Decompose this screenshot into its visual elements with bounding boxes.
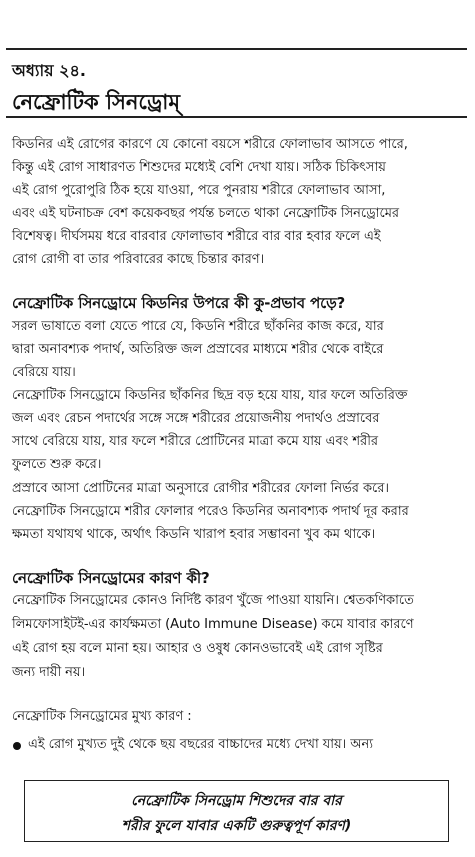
top-rule <box>6 48 467 50</box>
body-line: ক্ষমতা যথাযথ থাকে, অর্থাৎ কিডনি খারাপ হবার সম্ভাবনা খুব কম থাকে। <box>12 527 376 542</box>
body-line: জন্য দায়ী নয়। <box>12 665 86 680</box>
body-line: প্রস্রাবে আসা প্রোটিনের মাত্রা অনুসারে রোগীর শরীরের ফোলা নির্ভর করে। <box>12 481 389 496</box>
body-line: নেফ্রোটিক সিনড্রোমে শরীর ফোলার পরেও কিডনির অনাবশ্যক পদার্থ দূর করার <box>12 504 409 519</box>
intro-line: রোগ রোগী বা তার পরিবারের কাছে চিন্তার কারণ। <box>12 252 265 267</box>
body-line: জল এবং রেচন পদার্থের সঙ্গে সঙ্গে শরীরের প্রয়োজনীয় পদার্থও প্রস্রাবের <box>12 411 380 426</box>
body-line: সাথে বেরিয়ে যায়, যার ফলে শরীরে প্রোটিনের মাত্রা কমে যায় এবং শরীর <box>12 434 378 449</box>
intro-line: বিশেষত্ব। দীর্ঘসময় ধরে বারবার ফোলাভাব শরীরে বার বার হবার ফলে এই <box>12 229 381 244</box>
bullet-dot <box>13 742 21 750</box>
body-line: ফুলতে শুরু করে। <box>12 457 102 472</box>
chapter-title: নেফ্রোটিক সিনড্রোম্ <box>12 90 180 114</box>
body-line: বেরিয়ে যায়। <box>12 365 76 380</box>
body-line: নেফ্রোটিক সিনড্রোমে কিডনির ছাঁকনির ছিদ্র বড় হয়ে যায়, যার ফলে অতিরিক্ত <box>12 388 408 403</box>
title-rule <box>6 116 467 118</box>
intro-line: কিডনির এই রোগের কারণে যে কোনো বয়সে শরীরে ফোলাভাব আসতে পারে, <box>12 137 408 152</box>
intro-line: এবং এই ঘটনাচক্র বেশ কয়েকবছর পর্যন্ত চলতে থাকা নেফ্রোটিক সিনড্রোমের <box>12 206 399 221</box>
main-causes-label: নেফ্রোটিক সিনড্রোমের মুখ্য কারণ : <box>12 709 192 724</box>
body-line: এই রোগ হয় বলে মানা হয়। আহার ও ওষুধ কোনওভাবেই এই রোগ সৃষ্টির <box>12 641 383 656</box>
intro-line: এই রোগ পুরোপুরি ঠিক হয়ে যাওয়া, পরে পুনরায় শরীরে ফোলাভাব আসা, <box>12 183 386 198</box>
section-heading: নেফ্রোটিক সিনড্রোমে কিডনির উপরে কী কু-প্রভাব পড়ে? <box>12 295 346 312</box>
intro-line: কিন্তু এই রোগ সাধারণত শিশুদের মধ্যেই বেশি দেখা যায়। সঠিক চিকিৎসায় <box>12 160 386 175</box>
body-line: দ্বারা অনাবশ্যক পদার্থ, অতিরিক্ত জল প্রস্রাবের মাধ্যমে শরীর থেকে বাইরে <box>12 342 384 357</box>
body-line: নেফ্রোটিক সিনড্রোমের কোনও নির্দিষ্ট কারণ খুঁজে পাওয়া যায়নি। শ্বেতকণিকাতে <box>12 593 414 608</box>
callout-box <box>24 780 449 842</box>
section-heading: নেফ্রোটিক সিনড্রোমের কারণ কী? <box>12 570 210 587</box>
bullet-text: এই রোগ মুখ্যত দুই থেকে ছয় বছরের বাচ্চাদের মধ্যে দেখা যায়। অন্য <box>28 737 373 752</box>
callout-line: নেফ্রোটিক সিনড্রোম শিশুদের বার বার <box>131 793 342 809</box>
chapter-number: অধ্যায় ২৪. <box>12 61 86 80</box>
body-line: সরল ভাষাতে বলা যেতে পারে যে, কিডনি শরীরে ছাঁকনির কাজ করে, যার <box>12 319 384 334</box>
callout-line: শরীর ফুলে যাবার একটি গুরুত্বপূর্ণ কারণ) <box>121 818 352 834</box>
body-line: লিমফোসাইটই-এর কার্যক্ষমতা (Auto Immune Disease) কমে যাবার কারণে <box>12 617 414 632</box>
